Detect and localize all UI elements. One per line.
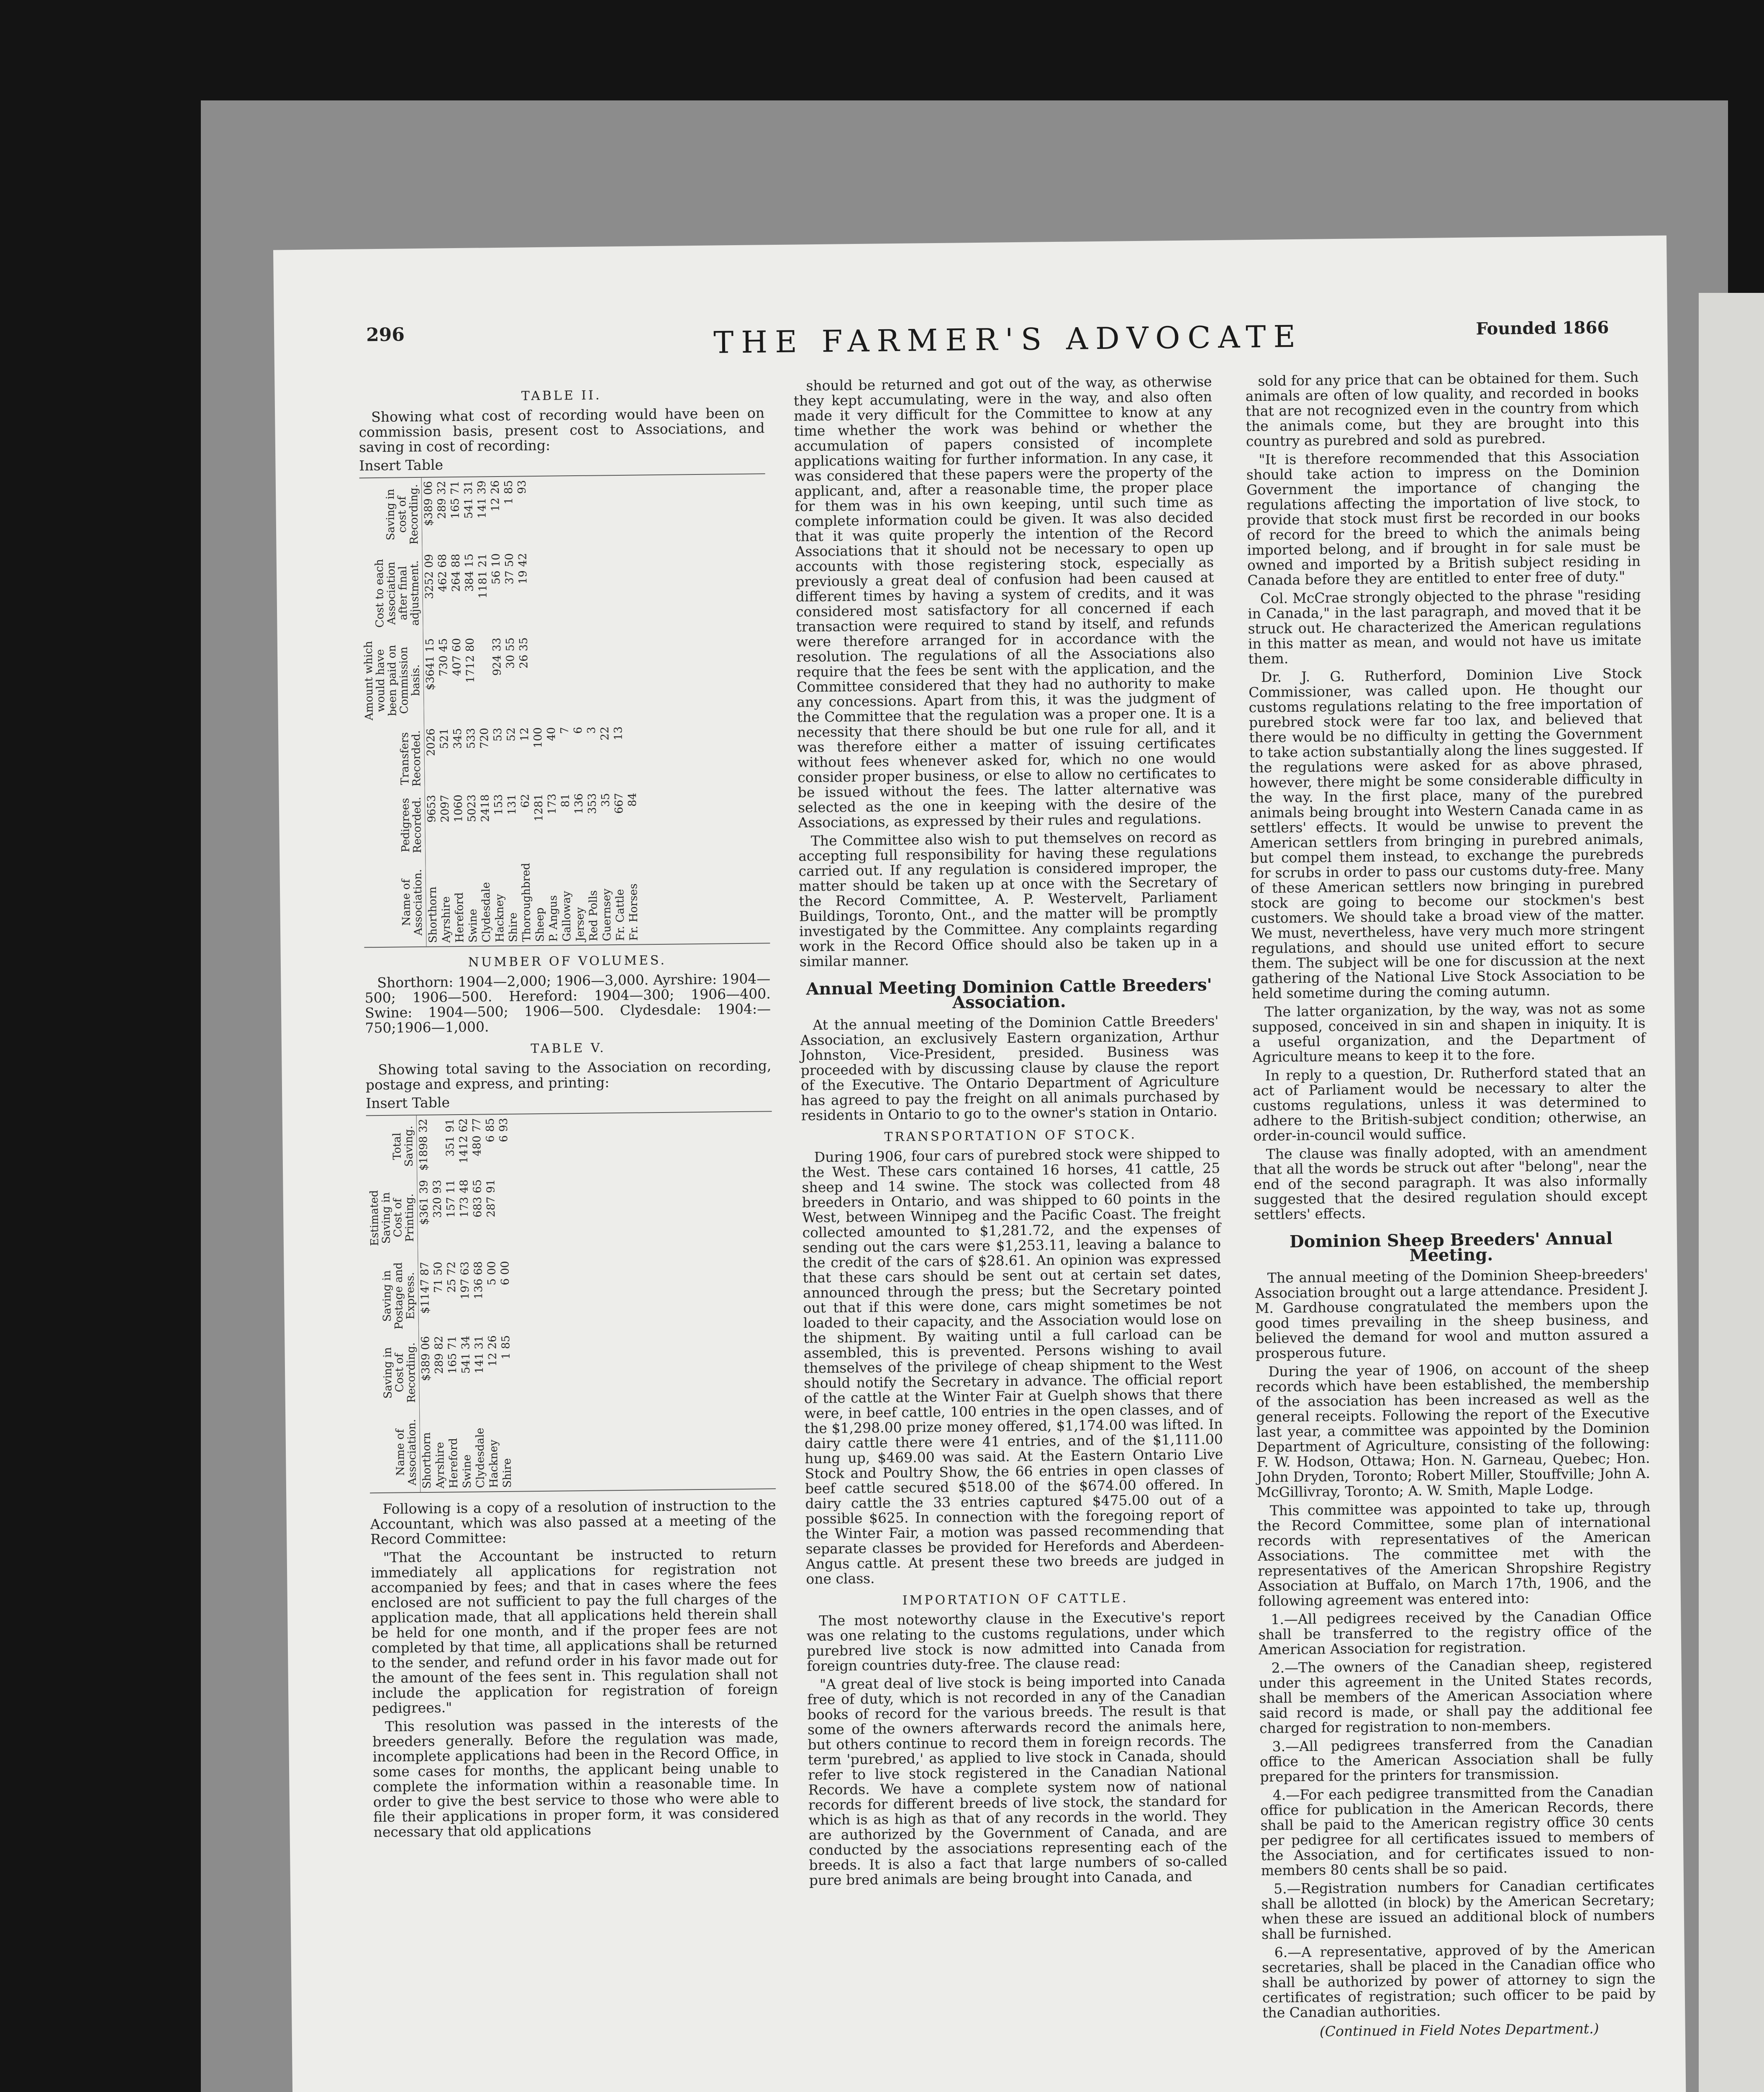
paragraph: This resolution was passed in the interests of the breeders generally. Before the regulation was made, incomplete applications had been in the Record Office, in some cases for months, the applicant being unable to complete the information within a reasonable time. In order to give the best service to those who were able to file their applications in proper form, it was considered necessary that old applications	[372, 1714, 779, 1841]
table-cell: 2418	[479, 794, 492, 822]
table-cell	[477, 634, 491, 725]
table-cell: 40	[545, 727, 558, 741]
table-cell: 1712 80	[464, 638, 477, 683]
paragraph: At the annual meeting of the Dominion Cattle Breeders' Association, an exclusively Eastern organization, Arthur Johnston, Vice-President, presided. Business was proceeded with by discussing clause by clause the report of the Executive. The Ontario Department of Agriculture has agreed to pay the freight on all animals purchased by residents in Ontario to go to the owner's station in Ontario.	[800, 1013, 1220, 1124]
paragraph: 5.—Registration numbers for Canadian certificates shall be allotted (in block) by the American Secretary; when these are issued an additional block of numbers shall be furnished.	[1261, 1877, 1655, 1943]
table-cell: Ayrshire	[440, 896, 453, 943]
table-cell	[624, 633, 638, 723]
paragraph: "A great deal of live stock is being imported into Canada free of duty, which is not recorded in any of the Canadian books of record for the various breeds. The result is that some of the owners afterwards record the animals here, but others continue to record them in foreign records. The term 'purebred,' as applied to live stock in Canada, should refer to live stock registered in the Canadian National Records. We have a complete system now of national records for different breeds of live stock, the standard for which is as high as that of any records in the world. They are authorized by the Government of Canada, and are conducted by the associations representing each of the breeds. It is also a fact that large numbers of so-called pure bred animals are being brought into Canada, and	[807, 1672, 1228, 1889]
table-cell: 1 85	[502, 480, 515, 505]
table-cell: 1181 21	[476, 553, 490, 599]
table-cell: 9653	[425, 795, 438, 823]
table-cell: 3	[585, 726, 598, 734]
table-cell: 165 71	[449, 480, 462, 519]
table-cell	[623, 549, 638, 633]
table-cell: 287 91	[485, 1179, 498, 1218]
table-cell: 521	[438, 728, 451, 749]
paragraph: 6.—A representative, approved of by the American secretaries, shall be placed in the Canadian office who shall be authorized by power of attorney to sign the certificates of registration; such officer to be paid by the Canadian authorities.	[1261, 1940, 1656, 2021]
table-cell: 153	[492, 794, 505, 815]
table-cell: 541 34	[459, 1336, 473, 1374]
table-cell: Fr. Horses	[627, 883, 641, 941]
table-cell	[542, 477, 556, 550]
table-cell	[556, 476, 570, 549]
insert-table-label: Insert Table	[359, 456, 444, 474]
table-cell	[529, 477, 543, 550]
paragraph: In reply to a question, Dr. Rutherford stated that an act of Parliament would be necessary to alter the customs regulations, unless it was determined to adhere to the British-subject condition; otherwise, an order-in-council would suffice.	[1252, 1063, 1647, 1144]
table-cell: 12 26	[489, 480, 502, 512]
table-cell: 141 39	[475, 480, 489, 519]
table-cell: 1412 62	[457, 1118, 470, 1164]
paragraph: Col. McCrae strongly objected to the phrase "residing in Canada," in the last paragraph, and moved that it be struck out. He characterized the American regulations in this matter as mean, and would not have us imitate them.	[1248, 586, 1642, 667]
table-cell	[570, 549, 584, 633]
table-cell: 6 85	[484, 1118, 497, 1143]
table-header-cell: Saving in Cost of Recording.	[368, 1333, 419, 1413]
table-cell	[597, 633, 612, 723]
table-cell	[597, 549, 611, 633]
table-cell: 345	[451, 728, 464, 749]
table2-caption: Showing what cost of recording would have been on commission basis, present cost to Associations, and saving in cost of recording:	[359, 405, 765, 456]
table-cell: 5023	[465, 794, 479, 823]
table-cell: 197 63	[459, 1261, 472, 1300]
table-cell: 480 77	[470, 1118, 484, 1156]
table-cell	[569, 476, 583, 549]
table-cell: Hereford	[453, 892, 467, 943]
table-cell	[623, 476, 637, 549]
paragraph: sold for any price that can be obtained for them. Such animals are often of low quality, and recorded in books that are not recognized even in the country from which the animals come, but they are brought into this country as purebred and sold as purebred.	[1245, 369, 1639, 450]
table-cell: 407 60	[450, 638, 464, 677]
table-header-cell: Transfers Recorded.	[362, 725, 425, 792]
table-cell	[497, 1176, 512, 1258]
table5-heading: TABLE V.	[531, 1041, 606, 1056]
table-header-cell: Saving in cost of Recording.	[359, 478, 422, 551]
paragraph: Following is a copy of a resolution of instruction to the Accountant, which was also passed at a meeting of the Record Committee:	[370, 1497, 777, 1548]
table-cell: 6	[572, 727, 585, 734]
table-cell: Shire	[507, 912, 520, 942]
paragraph: During the year of 1906, on account of the sheep records which have been established, the membership of the association has been increased as well as the general receipts. Following the report of the Executive last year, a committee was appointed by the Dominion Department of Agriculture, consisting of the following: F. W. Hodson, Ottawa; Hon. N. Garneau, Quebec; Hon. John Dryden, Toronto; Robert Miller, Stouffville; John A. McGillivray, Toronto; A. W. Smith, Maple Lodge.	[1256, 1359, 1651, 1501]
table-cell: $1147 87	[418, 1261, 432, 1314]
paragraph: 1.—All pedigrees received by the Canadian Office shall be transferred to the registry office of the American Association for registration.	[1258, 1607, 1652, 1658]
masthead: THE FARMER'S ADVOCATE	[713, 318, 1303, 360]
table-cell: Clydesdale	[479, 882, 493, 943]
table-cell	[531, 634, 545, 724]
table-cell	[609, 476, 623, 549]
table-cell: Clydesdale	[474, 1428, 487, 1488]
table-cell	[543, 549, 557, 634]
table-header-cell: Total Saving.	[366, 1115, 417, 1177]
table-cell: 71 50	[432, 1261, 445, 1293]
table-cell	[611, 633, 625, 723]
volumes-text: Shorthorn: 1904—2,000; 1906—3,000. Ayrshire: 1904—500; 1906—500. Hereford: 1904—300; 1906—400. Swine: 1904—500; 1906—500. Clydesdale: 1904:—750;1906—1,000.	[364, 970, 771, 1036]
table-cell: Galloway	[560, 891, 574, 942]
adjacent-page-strip	[1699, 293, 1764, 2092]
table-cell: 22	[598, 726, 612, 741]
paragraph: Dr. J. G. Rutherford, Dominion Live Stock Commissioner, was called upon. He thought our customs regulations relating to the free importation of purebred stock were far too lax, and believed that there would be no difficulty in getting the Government to take action substantially along the lines suggested. If the regulations were asked for as above phrased, however, there might be some considerable difficulty in the way. In the first place, many of the purebred animals being brought into Western Canada came in as settlers' effects. It would be unwise to prevent the American settlers from bringing in purebred animals, but compel them instead, to exchange the purebreds for scrubs in order to pass our customs duty-free. Many of these American settlers now bringing in purebred stock are going to become our stockmen's best customers. We should take a broad view of the matter. We must, nevertheless, have very much more stringent regulations, and should use united effort to secure them. The subject will be one for discussion at the next gathering of the National Live Stock Association to be held sometime during the coming autumn.	[1249, 665, 1645, 1002]
paragraph: The Committee also wish to put themselves on record as accepting full responsibility for having these regulations carried out. If any regulation is considered improper, the matter should be taken up at once with the Secretary of the Record Committee, A. P. Westervelt, Parliament Buildings, Toronto, Ont., and the matter will be promptly investigated by the Committee. Any complaints regarding work in the Record Office should also be taken up in a similar manner.	[798, 828, 1218, 970]
table2-heading: TABLE II.	[521, 388, 602, 404]
table-cell	[583, 549, 597, 633]
table-cell: 136 68	[472, 1261, 485, 1300]
paragraph: The annual meeting of the Dominion Sheep-breeders' Association brought out a large attendance. President J. M. Gardhouse congratulated the members upon the good times prevailing in the sheep business, and believed the demand for wool and mutton assured a prosperous future.	[1255, 1266, 1649, 1362]
table-cell: 351 91	[444, 1118, 457, 1157]
table-cell: Hackney	[493, 894, 507, 943]
table-cell: 53	[492, 728, 505, 742]
table-cell	[571, 633, 585, 724]
volumes-heading: NUMBER OF VOLUMES.	[468, 953, 667, 970]
table-cell: 12 26	[486, 1335, 499, 1367]
table-cell: Shorthorn	[420, 1432, 434, 1489]
column-1	[358, 379, 779, 1843]
table-cell: $1898 32	[417, 1118, 431, 1171]
table-cell: 462 68	[436, 554, 449, 592]
table-cell: 173 48	[458, 1179, 471, 1218]
table-cell: Shorthorn	[426, 886, 440, 943]
paragraph: The most noteworthy clause in the Executive's report was one relating to the customs regulations, under which purebred live stock is now admitted into Canada from foreign countries duty-free. The clause read:	[806, 1608, 1226, 1674]
table-cell: 320 93	[431, 1179, 444, 1218]
table-cell: 56 10	[490, 553, 503, 585]
table-cell	[610, 549, 624, 633]
paragraph: 2.—The owners of the Canadian sheep, registered under this agreement in the United States records, shall be members of the American Association where said record is made, or shall pay the additional fee charged for registration to non-members.	[1259, 1656, 1653, 1737]
table-header-cell: Saving in Postage and Express.	[367, 1259, 418, 1333]
paragraph: "That the Accountant be instructed to return immediately all applications for registration not accompanied by fees; and that in cases where the fees enclosed are not sufficient to pay the full charges of the application made, that all applications held therein shall be held for one month, and if the proper fees are not completed by that time, all applications shall be returned to the sender, and refund order in his favor made out for the amount of the fees sent in. This regulation shall not include the application for registration of foreign pedigrees."	[370, 1545, 778, 1717]
insert-table-label: Insert Table	[366, 1094, 450, 1112]
table-cell: Red Polls	[587, 890, 600, 941]
column-2	[793, 374, 1228, 1891]
cattle-breeders-heading: Annual Meeting Dominion Cattle Breeders' Association.	[806, 975, 1212, 1013]
table-cell: 5 00	[485, 1261, 498, 1286]
table-cell: Fr. Cattle	[614, 889, 627, 941]
table-cell: 264 88	[449, 554, 463, 592]
sheep-breeders-heading: Dominion Sheep Breeders' Annual Meeting.	[1289, 1228, 1613, 1266]
table-cell: 165 71	[446, 1336, 459, 1374]
table-cell: 141 31	[473, 1335, 486, 1374]
paragraph: "It is therefore recommended that this Association should take action to impress on the Dominion Government the importance of changing the regulations affecting the importation of live stock, to provide that stock must first be recorded in our books of record for the breed to which the animals being imported belong, and if brought in for sale must be owned and imported by a British subject residing in Canada before they are entitled to enter free of duty."	[1246, 447, 1641, 589]
table-cell	[544, 634, 558, 724]
table5	[366, 1111, 776, 1493]
table-cell: 730 45	[437, 638, 450, 677]
table2	[359, 473, 770, 948]
table-cell: 683 65	[471, 1179, 485, 1218]
table-cell: 100	[532, 727, 545, 749]
table-cell: 353	[586, 793, 599, 814]
table-cell: 3252 09	[423, 554, 436, 599]
table-cell: Jersey	[574, 907, 587, 942]
table-cell: 37 50	[503, 553, 516, 585]
table-cell: Sheep	[533, 907, 547, 942]
paragraph: This committee was appointed to take up, through the Record Committee, some plan of international records with representatives of the American Associations. The committee met with the representatives of the American Shropshire Registry Association at Buffalo, on March 17th, 1906, and the following agreement was entered into:	[1257, 1498, 1651, 1610]
table-cell: 1281	[532, 794, 546, 822]
paragraph: The clause was finally adopted, with an amendment that all the words be struck out after "belong", near the end of the second paragraph. It was also informally suggested that the desired regulation should except settlers' effects.	[1253, 1142, 1648, 1223]
table-cell: 52	[505, 727, 518, 742]
page-number: 296	[366, 324, 405, 346]
table-cell	[556, 549, 571, 634]
table-cell: 667	[613, 792, 626, 814]
table-cell: Guernsey	[600, 888, 614, 941]
table-header-cell: Estimated Saving in Cost of Printing.	[367, 1177, 418, 1259]
table-cell: 6 00	[499, 1261, 512, 1285]
table-header-cell: Amount which would have been paid on Commission basis.	[361, 635, 424, 726]
table-cell: 720	[478, 728, 491, 749]
table-cell: $3641 15	[423, 638, 437, 690]
column-3	[1245, 369, 1656, 2040]
table-cell: $389 06	[422, 481, 435, 526]
table-header-cell: Name of Association.	[369, 1413, 420, 1493]
table-cell	[530, 549, 544, 634]
importation-heading: IMPORTATION OF CATTLE.	[902, 1591, 1129, 1608]
table-cell: 131	[505, 794, 519, 815]
newspaper-page	[273, 236, 1689, 2092]
table-cell: Hereford	[447, 1438, 461, 1489]
table-cell: 136	[572, 793, 586, 814]
table-cell: 2097	[438, 795, 452, 823]
table-cell: Hackney	[487, 1439, 501, 1488]
table-cell: 12	[518, 727, 531, 741]
table-cell: Swine	[467, 908, 480, 943]
table-cell	[584, 633, 598, 724]
table-cell: 26 35	[517, 637, 531, 669]
paragraph: During 1906, four cars of purebred stock were shipped to the West. These cars contained 16 horses, 41 cattle, 25 sheep and 14 swine. The stock was collected from 48 breeders in Ontario, and was shipped to 60 points in the West, between Winnipeg and the Pacific Coast. The freight collected amounted to $1,281.72, and the expenses of sending out the cars were $1,253.11, leaving a balance to the credit of the cars of $28.61. An opinion was expressed that these cars should be sent out at certain set dates, announced through the press; but the Secretary pointed out that if this were done, cars might sometimes be not loaded to their capacity, and the Association would lose on the shipment. By waiting until a full carload can be assembled, this is prevented. Persons wishing to avail themselves of the privilege of cheap shipment to the West should notify the Secretary in advance. The official report of the cattle at the Winter Fair at Guelph shows that there were, in beef cattle, 100 entries in the open classes, and of the $1,298.00 prize money offered, $1,174.00 was lifted. In dairy cattle there were 41 entries, and of the $1,111.00 hung up, $469.00 was said. At the Eastern Ontario Live Stock and Poultry Show, the 66 entries in open classes of beef cattle secured $518.00 of the $674.00 offered. In dairy cattle the 33 entries captured $475.00 out of a possible $625. In connection with the foregoing report of the Winter Fair, a motion was passed recommending that separate classes be provided for Herefords and Aberdeen-Angus cattle. At present these two breeds are judged in one class.	[801, 1145, 1225, 1587]
table-cell: 6 93	[497, 1118, 510, 1142]
table-cell: 173	[546, 793, 559, 815]
paragraph: 4.—For each pedigree transmitted from the Canadian office for publication in the American Records, there shall be paid to the American registry office 30 cents per pedigree for all certificates issued to members of the Association, and for certificates issued to non-members 80 cents shall be so paid.	[1260, 1783, 1654, 1879]
table-cell: 84	[626, 792, 639, 807]
table-cell: 81	[559, 793, 572, 808]
paragraph: 3.—All pedigrees transferred from the Canadian office to the American Association shall be fully prepared for the printers for transmission.	[1259, 1734, 1654, 1785]
table-cell: 533	[465, 728, 478, 749]
table-cell: 289 32	[435, 481, 449, 519]
table-header-cell: Name of Association.	[363, 858, 426, 947]
table-cell: $361 39	[418, 1179, 431, 1225]
table-cell: 35	[599, 793, 613, 807]
table-cell: 25 72	[445, 1261, 459, 1293]
table-cell: 93	[515, 480, 529, 494]
table-cell: 30 55	[504, 637, 517, 669]
table-cell: 1 85	[500, 1335, 513, 1360]
table-cell: 2026	[425, 728, 438, 756]
table-header-cell: Pedigrees Recorded.	[363, 792, 426, 859]
table-cell	[625, 723, 639, 790]
table-cell: $389 06	[419, 1336, 433, 1381]
table-cell: 62	[519, 794, 532, 808]
table-cell	[596, 476, 610, 549]
table-cell: 157 11	[444, 1179, 458, 1218]
table-cell: 541 31	[462, 480, 475, 519]
table-cell	[582, 476, 597, 549]
table-cell: 1060	[452, 795, 465, 823]
table-cell	[430, 1115, 444, 1177]
table-cell: 924 33	[490, 637, 504, 676]
table-cell: P. Angus	[547, 895, 560, 942]
continued-note: (Continued in Field Notes Department.)	[1319, 2020, 1599, 2040]
paragraph: should be returned and got out of the way, as otherwise they kept accumulating, were in the way, and also often made it very difficult for the Committee to know at any time whether the work was behind or whether the accumulation of papers consisted of incomplete applications waiting for further information. In any case, it was considered that these papers were the property of the applicant, and, after a reasonable time, the proper place for them was in his own keeping, until such time as complete information could be given. It was also decided that it was quite properly the intention of the Record Associations that it should not be necessary to open up accounts with those registering stock, especially as previously a great deal of confusion had been caused at different times by having a system of credits, and it was considered most satisfactory for all concerned if each transaction were required to stand by itself, and refunds were therefore arranged for in accordance with the resolution. The regulations of all the Associations also require that the fees be sent with the application, and the Committee considered that they had no authority to make any concessions. Apart from this, it was the judgment of the Committee that the regulation was a proper one. It is a necessity that there should be but one rule for all, and it was therefore either a matter of issuing certificates without fees whenever asked for, which no one would consider proper business, or else to allow no certificates to be issued without the fees. The latter alternative was selected as the one in keeping with the desire of the Associations, as expressed by their rules and regulations.	[793, 373, 1217, 831]
table-cell: Shire	[501, 1458, 514, 1488]
table-cell: 384 15	[463, 553, 476, 592]
transportation-heading: TRANSPORTATION OF STOCK.	[884, 1127, 1137, 1145]
table5-caption: Showing total saving to the Association on recording, postage and express, and printing:	[365, 1057, 772, 1093]
table-cell: 289 82	[433, 1336, 446, 1374]
table-header-cell: Cost to each Association after final adjustment.	[360, 551, 423, 636]
table-cell: 13	[612, 726, 625, 741]
paragraph: The latter organization, by the way, was not as some supposed, conceived in sin and shapen in iniquity. It is a useful organization, and the Department of Agriculture means to keep it to the fore.	[1252, 1000, 1646, 1066]
founded-label: Founded 1866	[1476, 318, 1609, 339]
table-cell: Swine	[461, 1454, 474, 1489]
table-cell: Ayrshire	[433, 1442, 447, 1489]
table-cell	[557, 633, 572, 724]
table-cell: 7	[558, 727, 572, 734]
table-cell: 19 42	[516, 553, 530, 585]
table-cell: Thoroughbred	[520, 863, 533, 942]
